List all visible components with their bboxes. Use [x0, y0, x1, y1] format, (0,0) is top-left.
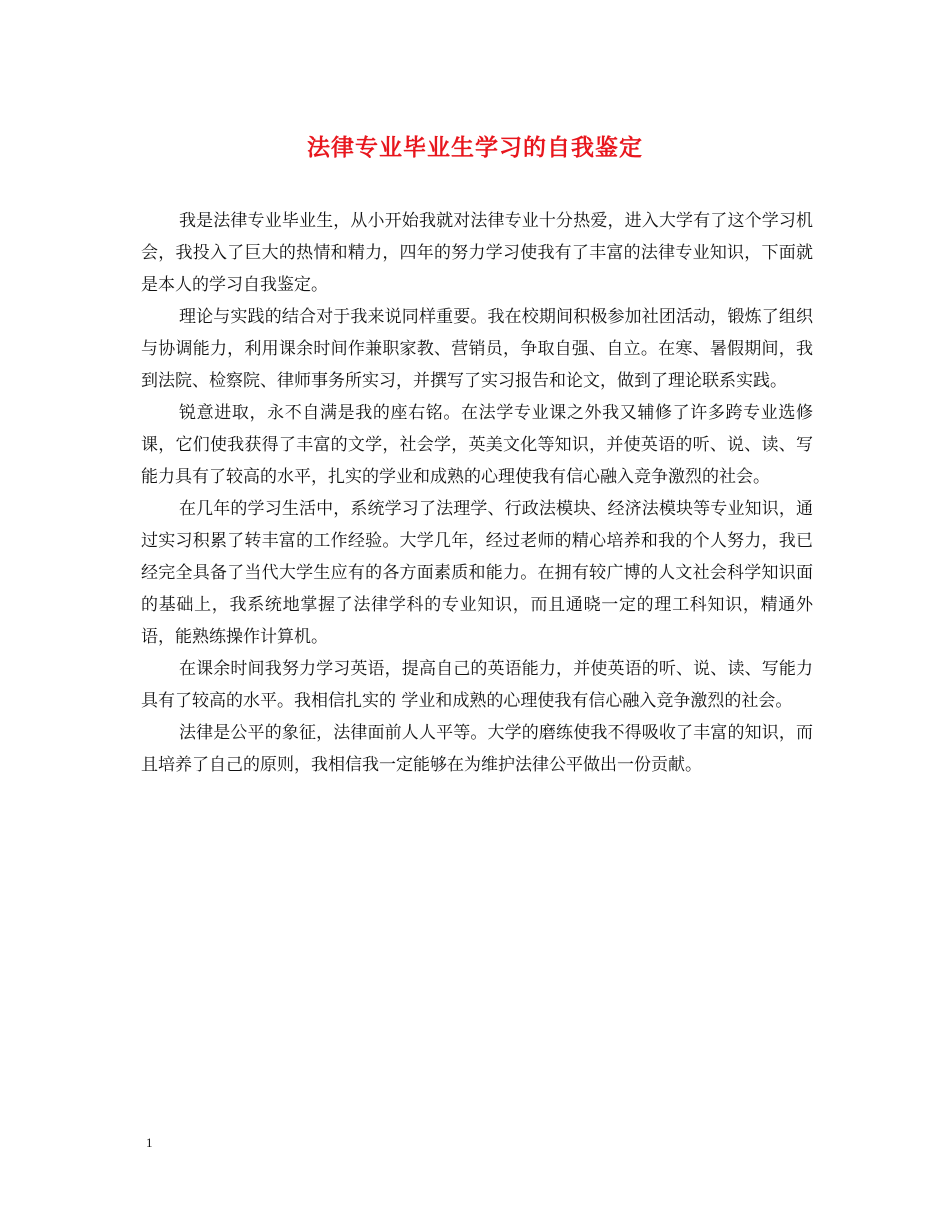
paragraph-1: 我是法律专业毕业生，从小开始我就对法律专业十分热爱，进入大学有了这个学习机会，我投入了巨大的热情和精力，四年的努力学习使我有了丰富的法律专业知识，下面就是本人的学习自我鉴定。: [141, 211, 813, 295]
page-number: 1: [146, 1135, 153, 1150]
document-title: 法律专业毕业生学习的自我鉴定: [307, 134, 643, 161]
paragraph-6: 法律是公平的象征，法律面前人人平等。大学的磨练使我不得吸收了丰富的知识，而且培养了自己的原则，我相信我一定能够在为维护法律公平做出一份贡献。: [141, 723, 813, 775]
paragraph-3: 锐意进取，永不自满是我的座右铭。在法学专业课之外我又辅修了许多跨专业选修课，它们使我获得了丰富的文学，社会学，英美文化等知识，并使英语的听、说、读、写能力具有了较高的水平，扎实的学业和成熟的心理使我有信心融入竞争激烈的社会。: [141, 403, 813, 487]
document-body: [141, 205, 813, 781]
paragraph-5: 在课余时间我努力学习英语，提高自己的英语能力，并使英语的听、说、读、写能力具有了较高的水平。我相信扎实的 学业和成熟的心理使我有信心融入竞争激烈的社会。: [141, 659, 813, 711]
paragraph-2: 理论与实践的结合对于我来说同样重要。我在校期间积极参加社团活动，锻炼了组织与协调能力，利用课余时间作兼职家教、营销员，争取自强、自立。在寒、暑假期间，我到法院、检察院、律师事务所实习，并撰写了实习报告和论文，做到了理论联系实践。: [141, 307, 813, 391]
paragraph-4: 在几年的学习生活中，系统学习了法理学、行政法模块、经济法模块等专业知识，通过实习积累了转丰富的工作经验。大学几年，经过老师的精心培养和我的个人努力，我已经完全具备了当代大学生应有的各方面素质和能力。在拥有较广博的人文社会科学知识面的基础上，我系统地掌握了法律学科的专业知识，而且通晓一定的理工科知识，精通外语，能熟练操作计算机。: [141, 499, 813, 647]
